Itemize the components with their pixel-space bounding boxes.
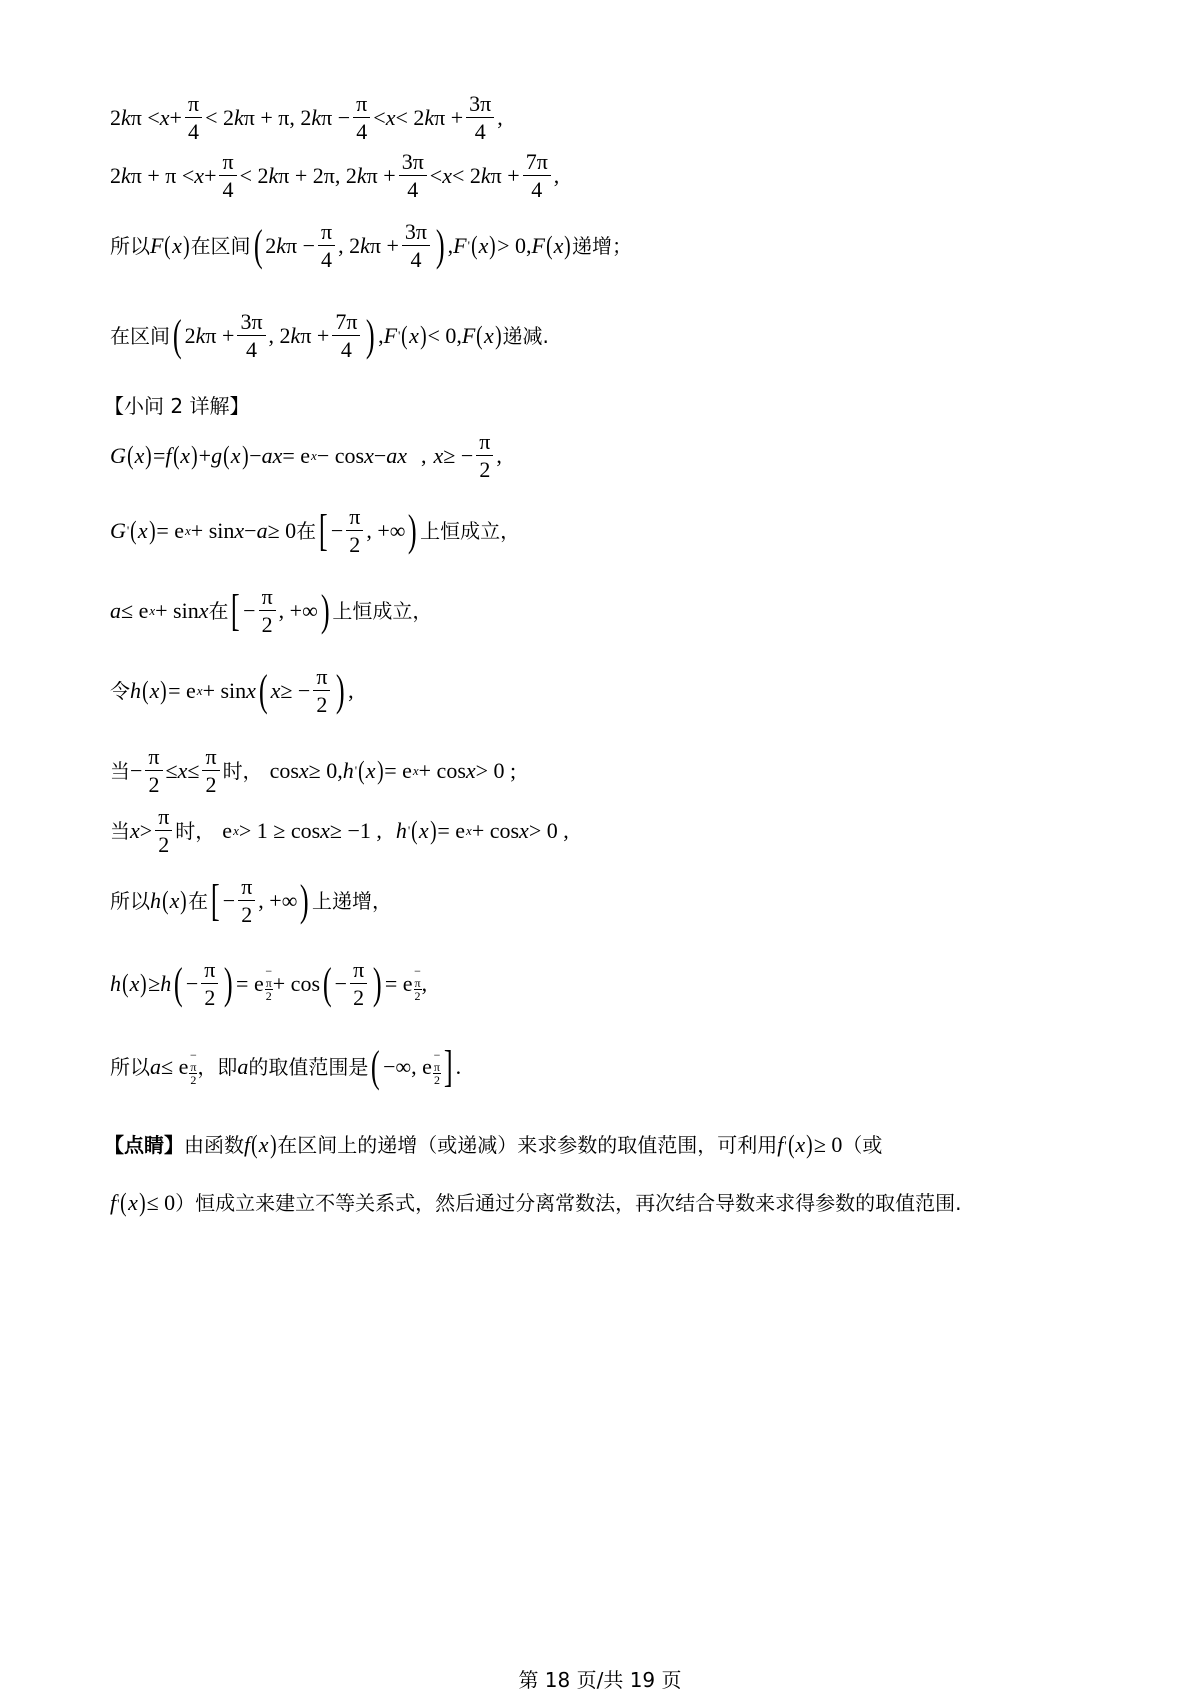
dianjing-line-2: f ' ( x ) ≤ 0 ）恒成立来建立不等关系式，然后通过分离常数法，再次结合导数来求得参数的取值范围. bbox=[110, 1188, 962, 1217]
text-ji-a: ，即 bbox=[197, 1055, 238, 1079]
case-2-line: 当 x > $\frac{\pi}{2}$ 时， e x > 1 ≥ cos x ≥ −1 , h ' ( x ) = e x + cos x > 0 , bbox=[110, 804, 569, 858]
text-zai: 在 bbox=[296, 518, 317, 543]
h-minimum-line: h ( x ) ≥ h ( − $\frac{\pi}{2}$ ) = e − π 2 + cos ( − $\frac{\pi}{2}$ ) = e − π 2 , bbox=[110, 957, 428, 1011]
text-shang-dizeng: 上递增， bbox=[312, 888, 393, 913]
text-quzhi-fanwei: 的取值范围是 bbox=[248, 1055, 369, 1079]
increasing-interval-line: 所以 F ( x ) 在区间 ( 2 k π − $\frac{\pi}{4}$ , 2 k π + $\frac{3\pi}{4}$ ) , F ' ( x ) > 0, F ( x ) 递增； bbox=[110, 219, 633, 273]
text-suoyi: 所以 bbox=[110, 233, 150, 258]
text-zai-3: 在 bbox=[188, 888, 209, 913]
text-shang-hengchengli-2: 上恒成立， bbox=[332, 598, 433, 623]
text-suoyi-2: 所以 bbox=[110, 888, 150, 913]
a-bound-line: a ≤ e x + sin x 在 [ − $\frac{\pi}{2}$ , +∞ ) 上恒成立， bbox=[110, 584, 433, 638]
dianjing-line-1: 【点睛】 由函数 f ( x ) 在区间上的递增（或递减）来求参数的取值范围，可利用 f ' ( x ) ≥ 0 （或 bbox=[104, 1130, 883, 1159]
text-shi-2: 时， bbox=[175, 818, 216, 843]
text-suoyi-3: 所以 bbox=[110, 1055, 150, 1079]
inequality-line-1: 2 k π < x + $\frac{\pi}{4}$ < 2 k π + π, 2 k π − $\frac{\pi}{4}$ < x < 2 k π + $\frac{3\pi}{4}$ , bbox=[110, 91, 503, 145]
text-dizeng: 递增； bbox=[572, 233, 633, 258]
g-definition-line: G ( x ) = f ( x ) + g ( x ) − ax = e x − cos x − ax , x ≥ − $\frac{\pi}{2}$ , bbox=[110, 429, 502, 483]
g-derivative-line: G ' ( x ) = e x + sin x − a ≥ 0 在 [ − $\frac{\pi}{2}$ , +∞ ) 上恒成立， bbox=[110, 504, 521, 558]
text-shang-hengchengli: 上恒成立， bbox=[420, 518, 521, 543]
text-zai-qujian-2: 在区间 bbox=[110, 323, 170, 348]
dianjing-text-3: （或 bbox=[842, 1133, 883, 1157]
decreasing-interval-line: 在区间 ( 2 k π + $\frac{3\pi}{4}$ , 2 k π + $\frac{7\pi}{4}$ ) , F ' ( x ) < 0, F ( x ) 递减. bbox=[110, 309, 549, 363]
text-zai-qujian: 在区间 bbox=[190, 233, 251, 258]
h-definition-line: 令 h ( x ) = e x + sin x ( x ≥ − $\frac{\pi}{2}$ ) , bbox=[110, 664, 354, 718]
dianjing-text-1: 由函数 bbox=[184, 1133, 244, 1157]
h-increasing-line: 所以 h ( x ) 在 [ − $\frac{\pi}{2}$ , +∞ ) 上递增， bbox=[110, 874, 393, 928]
page-footer: 第 18 页/共 19 页 bbox=[518, 1668, 682, 1692]
dianjing-label: 【点睛】 bbox=[104, 1133, 184, 1157]
text-ling: 令 bbox=[110, 678, 130, 703]
dianjing-text-4: ）恒成立来建立不等关系式，然后通过分离常数法，再次结合导数来求得参数的取值范围. bbox=[175, 1191, 962, 1215]
text-dijian: 递减. bbox=[502, 323, 549, 348]
case-1-line: 当 − $\frac{\pi}{2}$ ≤ x ≤ $\frac{\pi}{2}$ 时， cos x ≥ 0, h ' ( x ) = e x + cos x > 0 ; bbox=[110, 744, 517, 798]
text-zai-2: 在 bbox=[208, 598, 229, 623]
text-dang-2: 当 bbox=[110, 818, 130, 843]
inequality-line-2: 2 k π + π < x + $\frac{\pi}{4}$ < 2 k π + 2π, 2 k π + $\frac{3\pi}{4}$ < x < 2 k π + $\frac{7\pi}{4}$ , bbox=[110, 149, 560, 203]
text-shi: 时， bbox=[222, 758, 263, 783]
text-dang: 当 bbox=[110, 758, 130, 783]
subquestion-2-heading: 【小问 2 详解】 bbox=[104, 394, 250, 418]
dianjing-text-2: 在区间上的递增（或递减）来求参数的取值范围，可利用 bbox=[277, 1133, 778, 1157]
conclusion-line: 所以 a ≤ e − π 2 ，即 a 的取值范围是 ( −∞, e − π 2 ] . bbox=[110, 1042, 462, 1091]
